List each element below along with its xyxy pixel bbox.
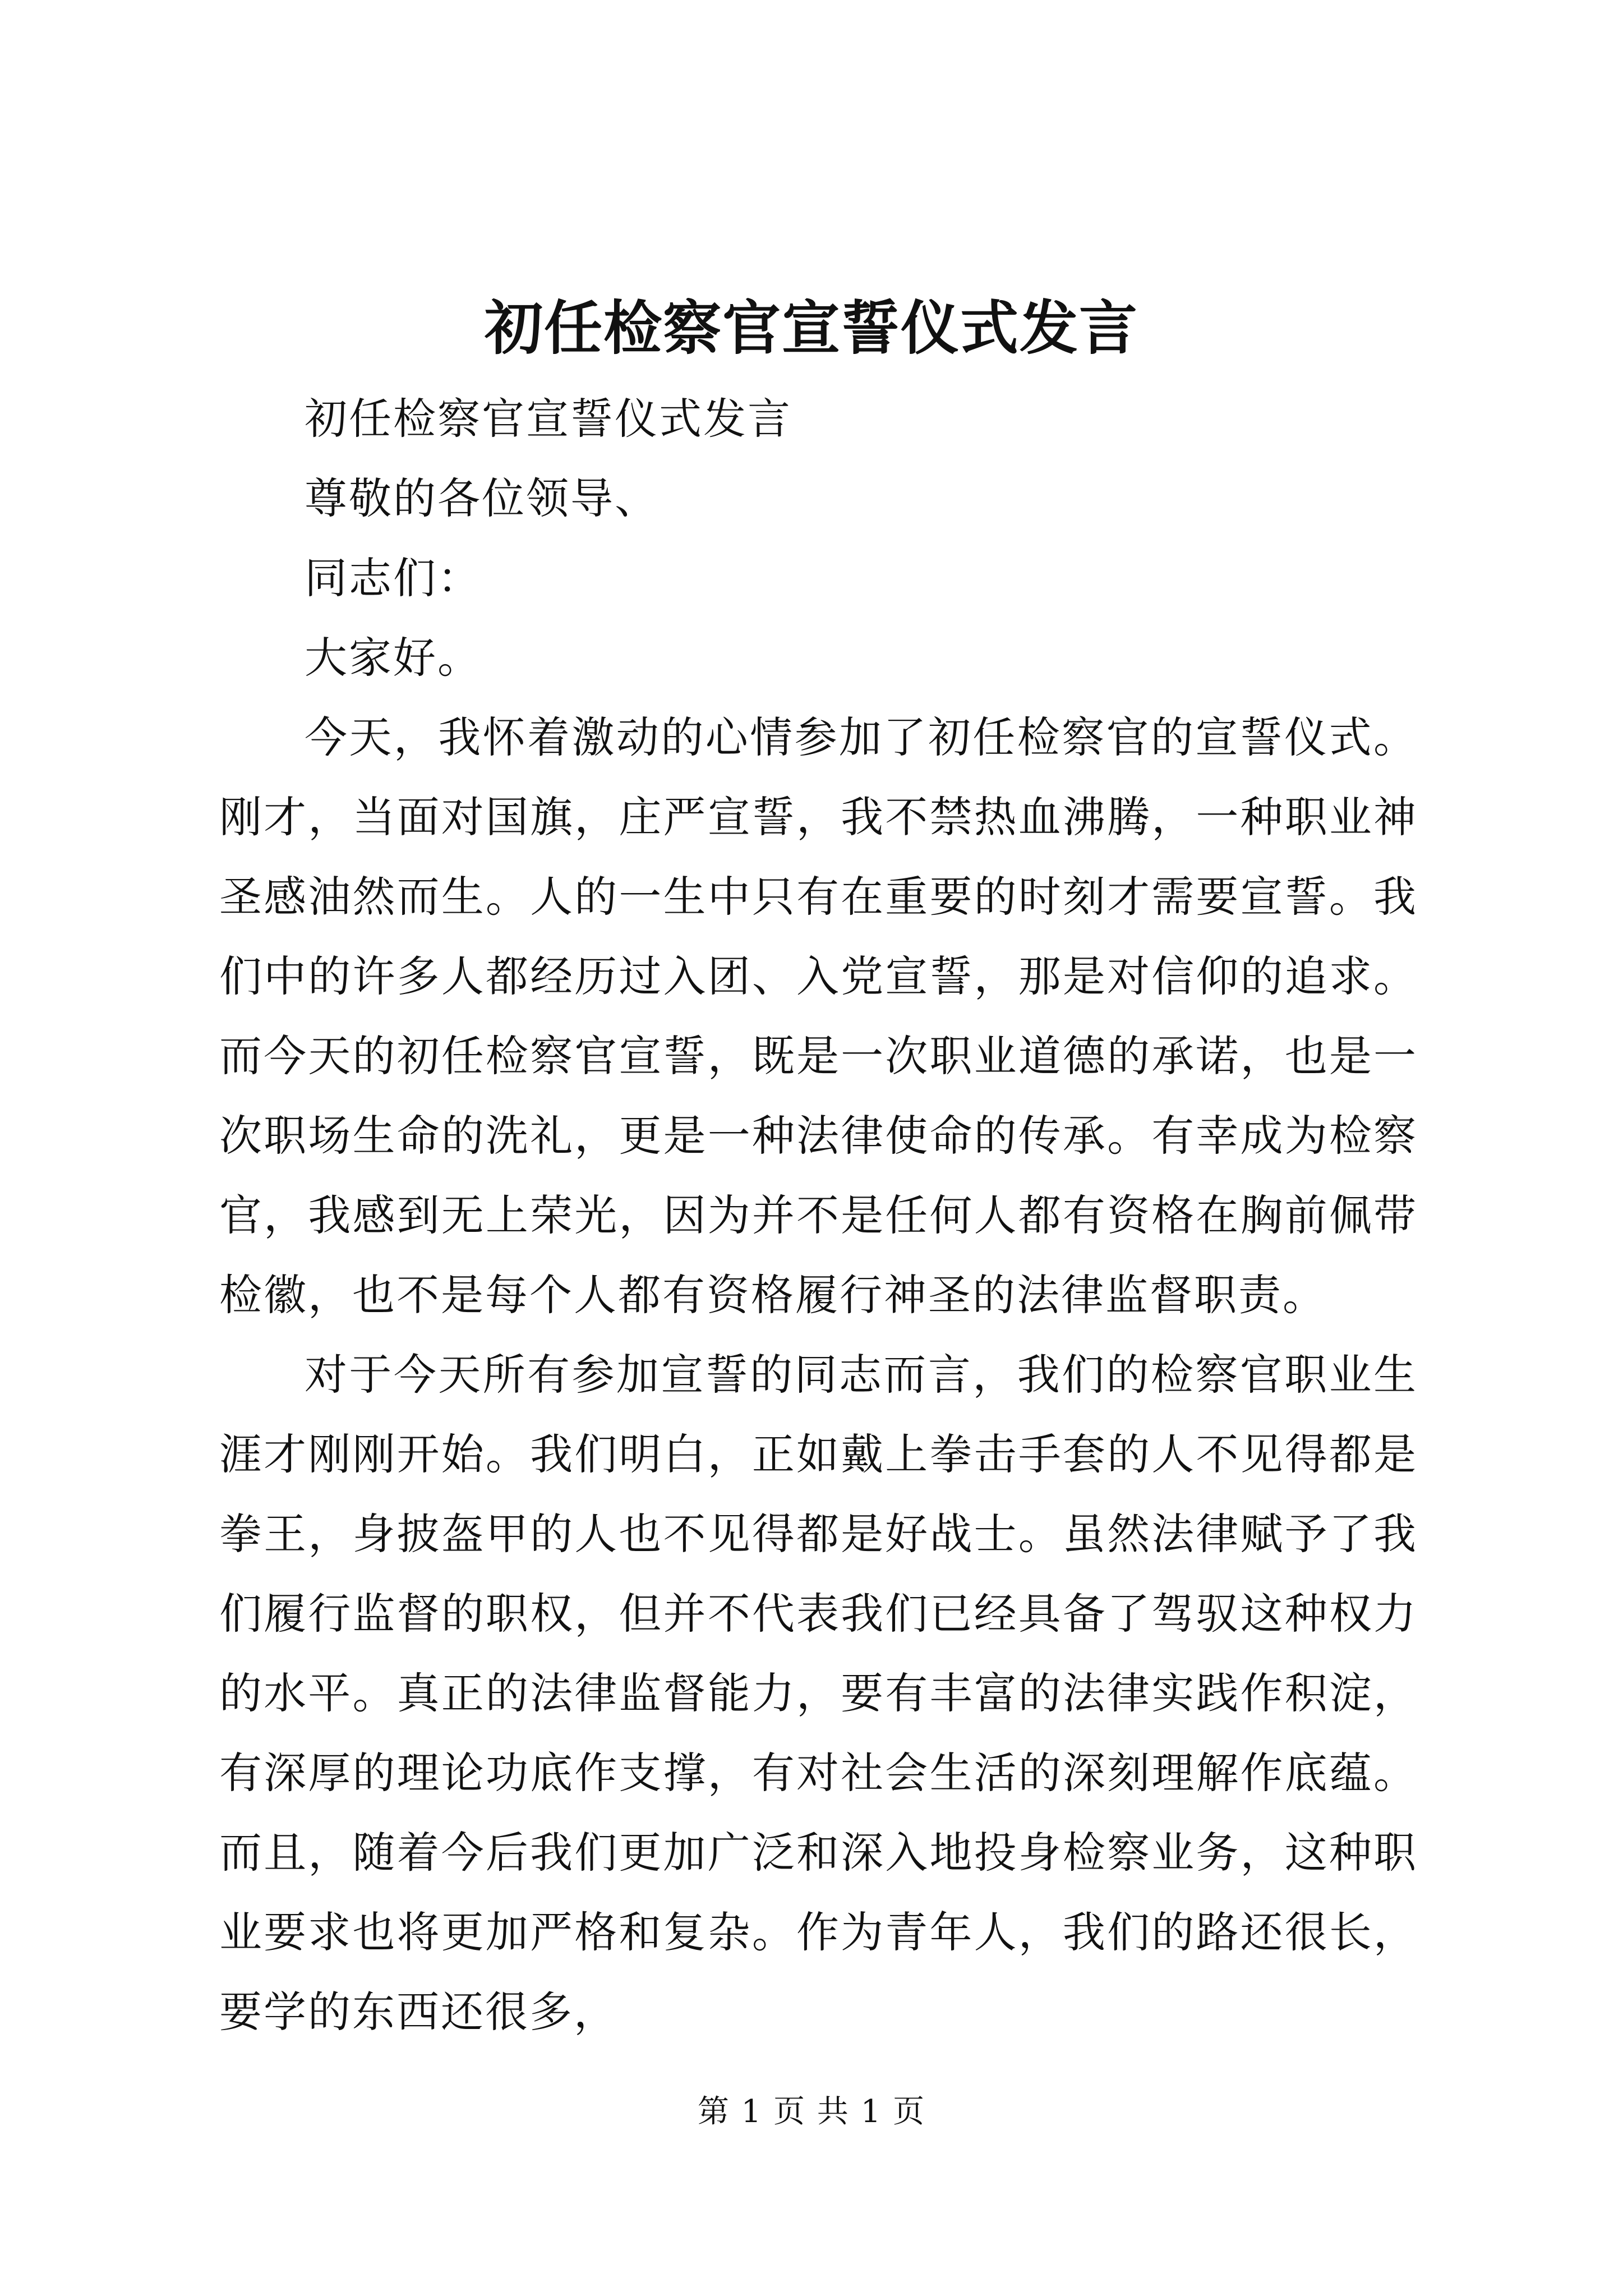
page-footer: 第 1 页 共 1 页 — [697, 2093, 926, 2130]
paragraph-salutation-leaders: 尊敬的各位领导、 — [305, 473, 659, 523]
paragraph-greeting: 大家好。 — [305, 633, 482, 683]
document-body — [219, 379, 1418, 2052]
paragraph-heading: 初任检察官宣誓仪式发言 — [305, 394, 792, 444]
document-title: 初任检察官宣誓仪式发言 — [484, 293, 1138, 362]
paragraph-salutation-comrades: 同志们： — [305, 553, 482, 603]
paragraph-oath-ceremony: 今天，我怀着激动的心情参加了初任检察官的宣誓仪式。刚才，当面对国旗，庄严宣誓，我不禁热血沸腾，一种职业神圣感油然而生。人的一生中只有在重要的时刻才需要宣誓。我们中的许多人都经历过入团、入党宣誓，那是对信仰的追求。而今天的初任检察官宣誓，既是一次职业道德的承诺，也是一次职场生命的洗礼，更是一种法律使命的传承。有幸成为检察官，我感到无上荣光，因为并不是任何人都有资格在胸前佩带检徽，也不是每个人都有资格履行神圣的法律监督职责。 — [219, 712, 1418, 1320]
paragraph-career-beginning: 对于今天所有参加宣誓的同志而言，我们的检察官职业生涯才刚刚开始。我们明白，正如戴上拳击手套的人不见得都是拳王，身披盔甲的人也不见得都是好战士。虽然法律赋予了我们履行监督的职权，但并不代表我们已经具备了驾驭这种权力的水平。真正的法律监督能力，要有丰富的法律实践作积淀，有深厚的理论功底作支撑，有对社会生活的深刻理解作底蕴。而且，随着今后我们更加广泛和深入地投身检察业务，这种职业要求也将更加严格和复杂。作为青年人，我们的路还很长，要学的东西还很多， — [219, 1350, 1418, 2037]
